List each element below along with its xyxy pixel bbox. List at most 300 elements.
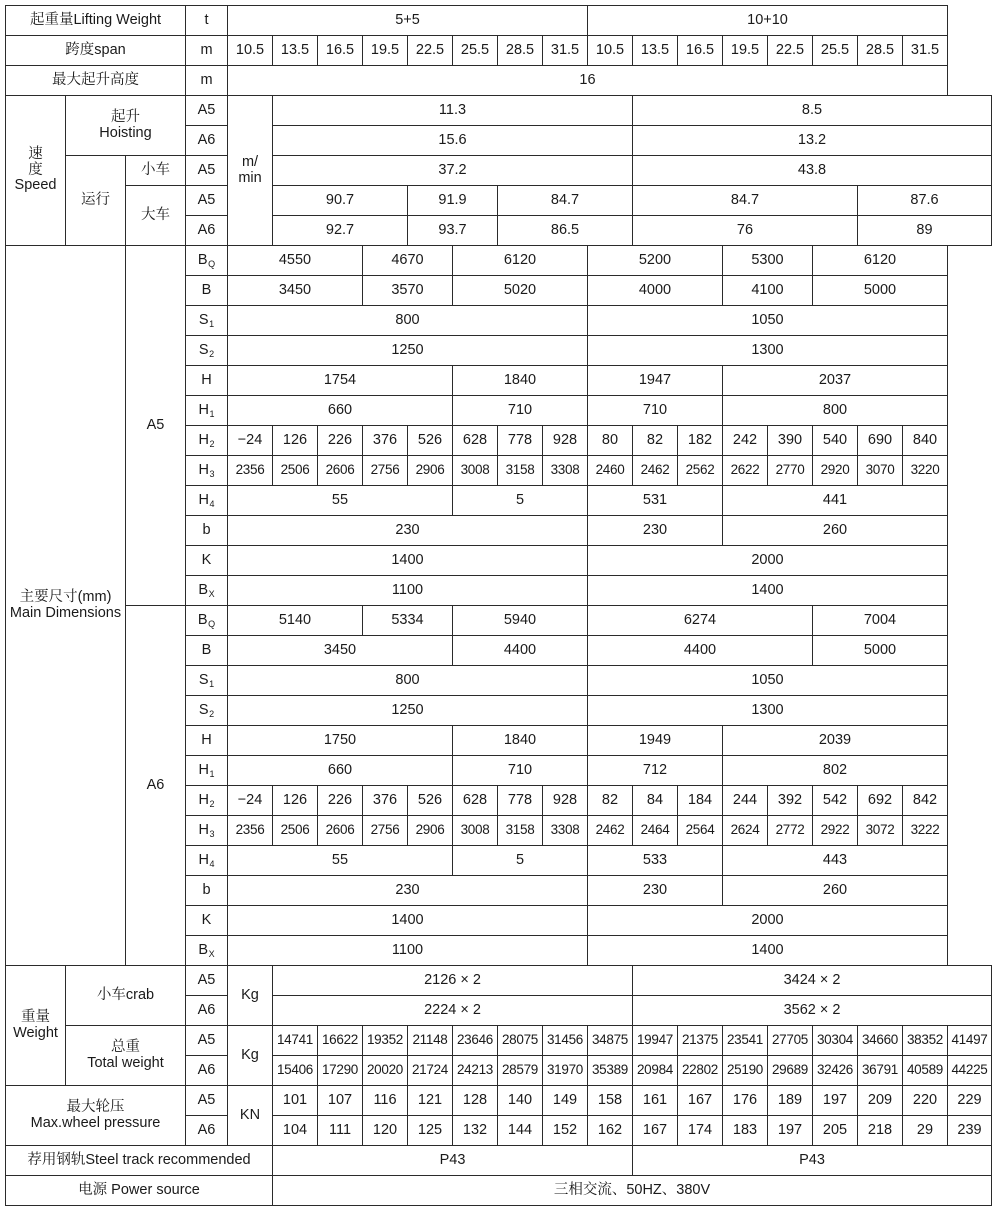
value-cell: 132 [453, 1116, 498, 1146]
value-cell: 1300 [588, 696, 948, 726]
max-height-label: 最大起升高度 [6, 66, 186, 96]
unit-cell: m [186, 66, 228, 96]
value-cell: 3450 [228, 276, 363, 306]
class-cell: A6 [186, 1056, 228, 1086]
value-cell: 44225 [948, 1056, 992, 1086]
value-cell: 16622 [318, 1026, 363, 1056]
value-cell: 174 [678, 1116, 723, 1146]
value-cell: P43 [273, 1146, 633, 1176]
value-cell: 1947 [588, 366, 723, 396]
value-cell: 80 [588, 426, 633, 456]
value-cell: 1300 [588, 336, 948, 366]
dim-symbol: B [186, 636, 228, 666]
power-label: 电源 Power source [6, 1176, 273, 1206]
value-cell: 17290 [318, 1056, 363, 1086]
value-cell: 2224 × 2 [273, 996, 633, 1026]
value-cell: P43 [633, 1146, 992, 1176]
value-cell: 230 [228, 516, 588, 546]
value-cell: 1100 [228, 936, 588, 966]
value-cell: 35389 [588, 1056, 633, 1086]
value-cell: 2506 [273, 816, 318, 846]
row-power [6, 1176, 992, 1206]
dim-symbol: $B_Q$ [186, 606, 228, 636]
span-cell: 10.5 [228, 36, 273, 66]
spec-table [5, 5, 992, 1206]
value-cell: 3072 [858, 816, 903, 846]
dim-symbol: $H_3$ [186, 816, 228, 846]
value-cell: 20020 [363, 1056, 408, 1086]
wheel-pressure-label [6, 1086, 186, 1146]
main-dimensions-cn: 主要尺寸(mm) [19, 588, 112, 605]
crab-travel-label: 小车 [126, 156, 186, 186]
value-cell: 1840 [453, 726, 588, 756]
span-cell: 13.5 [273, 36, 318, 66]
value-cell: 20984 [633, 1056, 678, 1086]
value-cell: 1100 [228, 576, 588, 606]
value-cell: 1250 [228, 336, 588, 366]
value-cell: 2000 [588, 906, 948, 936]
value-cell: 4670 [363, 246, 453, 276]
value-cell: 27705 [768, 1026, 813, 1056]
value-cell: 162 [588, 1116, 633, 1146]
value-cell: 144 [498, 1116, 543, 1146]
span-cell: 28.5 [498, 36, 543, 66]
dim-symbol: $H_4$ [186, 486, 228, 516]
value-cell: 1400 [588, 936, 948, 966]
value-cell: 182 [678, 426, 723, 456]
value-cell: 3570 [363, 276, 453, 306]
dim-symbol: $B_X$ [186, 576, 228, 606]
value-cell: 6120 [813, 246, 948, 276]
row-lifting-weight [6, 6, 992, 36]
value-cell: 3308 [543, 816, 588, 846]
row-weight-total-a5 [6, 1026, 992, 1056]
max-height-value: 16 [228, 66, 948, 96]
value-cell: 37.2 [273, 156, 633, 186]
value-cell: 1400 [228, 906, 588, 936]
value-cell: 2756 [363, 456, 408, 486]
value-cell: 1050 [588, 666, 948, 696]
value-cell: 184 [678, 786, 723, 816]
value-cell: 19947 [633, 1026, 678, 1056]
value-cell: 542 [813, 786, 858, 816]
value-cell: 93.7 [408, 216, 498, 246]
value-cell: 13.2 [633, 126, 992, 156]
value-cell: 15406 [273, 1056, 318, 1086]
span-cell: 19.5 [363, 36, 408, 66]
value-cell: 40589 [903, 1056, 948, 1086]
value-cell: 3008 [453, 816, 498, 846]
dim-symbol: H [186, 366, 228, 396]
class-cell: A5 [126, 246, 186, 606]
unit-cell: m [186, 36, 228, 66]
value-cell: 125 [408, 1116, 453, 1146]
value-cell: 3158 [498, 456, 543, 486]
dim-symbol: $S_1$ [186, 306, 228, 336]
value-cell: 244 [723, 786, 768, 816]
value-cell: 197 [768, 1116, 813, 1146]
value-cell: 692 [858, 786, 903, 816]
dim-symbol: $H_4$ [186, 846, 228, 876]
value-cell: 2756 [363, 816, 408, 846]
value-cell: 5 [453, 846, 588, 876]
row-span [6, 36, 992, 66]
value-cell: 86.5 [498, 216, 633, 246]
value-cell: 36791 [858, 1056, 903, 1086]
total-weight-cn: 总重 [111, 1038, 140, 1055]
speed-unit-2: min [238, 169, 262, 186]
value-cell: 443 [723, 846, 948, 876]
value-cell: 14741 [273, 1026, 318, 1056]
value-cell: 239 [948, 1116, 992, 1146]
dim-symbol: B [186, 276, 228, 306]
value-cell: 189 [768, 1086, 813, 1116]
value-cell: 5 [453, 486, 588, 516]
value-cell: 2906 [408, 456, 453, 486]
value-cell: 29689 [768, 1056, 813, 1086]
class-cell: A5 [186, 966, 228, 996]
span-cell: 13.5 [633, 36, 678, 66]
value-cell: 2000 [588, 546, 948, 576]
value-cell: 23646 [453, 1026, 498, 1056]
value-cell: 660 [228, 396, 453, 426]
value-cell: 5000 [813, 636, 948, 666]
speed-label-cn-2: 度 [28, 161, 43, 178]
value-cell: 158 [588, 1086, 633, 1116]
wheel-pressure-cn: 最大轮压 [66, 1098, 125, 1115]
power-value: 三相交流、50HZ、380V [273, 1176, 992, 1206]
crane-travel-label: 大车 [126, 186, 186, 246]
value-cell: 376 [363, 426, 408, 456]
value-cell: 218 [858, 1116, 903, 1146]
value-cell: 800 [228, 666, 588, 696]
value-cell: 183 [723, 1116, 768, 1146]
value-cell: 2606 [318, 816, 363, 846]
row-weight-crab-a5 [6, 966, 992, 996]
value-cell: 229 [948, 1086, 992, 1116]
value-cell: 11.3 [273, 96, 633, 126]
value-cell: 802 [723, 756, 948, 786]
lifting-weight-label: 起重量Lifting Weight [6, 6, 186, 36]
value-cell: 84.7 [633, 186, 858, 216]
value-cell: 3220 [903, 456, 948, 486]
value-cell: 24213 [453, 1056, 498, 1086]
dim-symbol: $H_1$ [186, 756, 228, 786]
value-cell: 197 [813, 1086, 858, 1116]
value-cell: 5300 [723, 246, 813, 276]
value-cell: 1050 [588, 306, 948, 336]
value-cell: 128 [453, 1086, 498, 1116]
value-cell: 5140 [228, 606, 363, 636]
value-cell: 41497 [948, 1026, 992, 1056]
value-cell: 84 [633, 786, 678, 816]
value-cell: 540 [813, 426, 858, 456]
value-cell: 690 [858, 426, 903, 456]
row-a5-bq [6, 246, 992, 276]
weight-label-en: Weight [13, 1024, 58, 1041]
value-cell: 2356 [228, 456, 273, 486]
value-cell: 2772 [768, 816, 813, 846]
class-cell: A6 [186, 216, 228, 246]
weight-label-cn: 重量 [21, 1008, 50, 1025]
value-cell: 2126 × 2 [273, 966, 633, 996]
value-cell: 34660 [858, 1026, 903, 1056]
value-cell: 21375 [678, 1026, 723, 1056]
unit-cell: Kg [228, 966, 273, 1026]
value-cell: 390 [768, 426, 813, 456]
row-wheel-a5 [6, 1086, 992, 1116]
span-cell: 22.5 [408, 36, 453, 66]
value-cell: 5940 [453, 606, 588, 636]
value-cell: 29 [903, 1116, 948, 1146]
value-cell: 34875 [588, 1026, 633, 1056]
value-cell: 89 [858, 216, 992, 246]
value-cell: −24 [228, 786, 273, 816]
dim-symbol: K [186, 546, 228, 576]
class-cell: A6 [186, 1116, 228, 1146]
value-cell: 840 [903, 426, 948, 456]
value-cell: 1400 [228, 546, 588, 576]
dim-symbol: $S_2$ [186, 696, 228, 726]
value-cell: 6120 [453, 246, 588, 276]
value-cell: 140 [498, 1086, 543, 1116]
value-cell: 31970 [543, 1056, 588, 1086]
dim-symbol: b [186, 516, 228, 546]
speed-label-cn-1: 速 [28, 145, 43, 162]
main-dimensions-label [6, 246, 126, 966]
class-cell: A5 [186, 1026, 228, 1056]
value-cell: 1840 [453, 366, 588, 396]
value-cell: 710 [588, 396, 723, 426]
speed-unit [228, 96, 273, 246]
row-speed-crab [6, 156, 992, 186]
capacity-group-2: 10+10 [588, 6, 948, 36]
row-rail [6, 1146, 992, 1176]
value-cell: 120 [363, 1116, 408, 1146]
value-cell: 842 [903, 786, 948, 816]
span-cell: 19.5 [723, 36, 768, 66]
value-cell: 2770 [768, 456, 813, 486]
value-cell: 4400 [453, 636, 588, 666]
value-cell: 2462 [633, 456, 678, 486]
value-cell: 3450 [228, 636, 453, 666]
value-cell: 92.7 [273, 216, 408, 246]
row-a6-bq [6, 606, 992, 636]
value-cell: 176 [723, 1086, 768, 1116]
span-cell: 16.5 [318, 36, 363, 66]
value-cell: 43.8 [633, 156, 992, 186]
dim-symbol: $S_1$ [186, 666, 228, 696]
wheel-pressure-en: Max.wheel pressure [30, 1114, 161, 1131]
speed-label [6, 96, 66, 246]
speed-unit-1: m/ [241, 153, 259, 170]
class-cell: A5 [186, 186, 228, 216]
value-cell: 111 [318, 1116, 363, 1146]
value-cell: 2460 [588, 456, 633, 486]
value-cell: 1400 [588, 576, 948, 606]
value-cell: 660 [228, 756, 453, 786]
value-cell: 19352 [363, 1026, 408, 1056]
value-cell: 2622 [723, 456, 768, 486]
crab-weight-label: 小车crab [66, 966, 186, 1026]
value-cell: 84.7 [498, 186, 633, 216]
value-cell: 531 [588, 486, 723, 516]
value-cell: 2562 [678, 456, 723, 486]
value-cell: 242 [723, 426, 768, 456]
value-cell: 220 [903, 1086, 948, 1116]
value-cell: 5020 [453, 276, 588, 306]
value-cell: 30304 [813, 1026, 858, 1056]
row-speed-crane-a5 [6, 186, 992, 216]
value-cell: 226 [318, 786, 363, 816]
travel-label: 运行 [66, 156, 126, 246]
row-max-height [6, 66, 992, 96]
value-cell: 3222 [903, 816, 948, 846]
value-cell: 376 [363, 786, 408, 816]
value-cell: 21148 [408, 1026, 453, 1056]
class-cell: A6 [186, 126, 228, 156]
value-cell: 32426 [813, 1056, 858, 1086]
class-cell: A6 [186, 996, 228, 1026]
value-cell: 7004 [813, 606, 948, 636]
value-cell: 2906 [408, 816, 453, 846]
speed-label-en: Speed [14, 177, 57, 194]
value-cell: 2464 [633, 816, 678, 846]
span-cell: 28.5 [858, 36, 903, 66]
value-cell: 205 [813, 1116, 858, 1146]
value-cell: 167 [633, 1116, 678, 1146]
value-cell: 3424 × 2 [633, 966, 992, 996]
dim-symbol: $H_2$ [186, 426, 228, 456]
value-cell: 5200 [588, 246, 723, 276]
dim-symbol: K [186, 906, 228, 936]
value-cell: 710 [453, 756, 588, 786]
value-cell: 392 [768, 786, 813, 816]
value-cell: 230 [228, 876, 588, 906]
value-cell: 2462 [588, 816, 633, 846]
value-cell: 38352 [903, 1026, 948, 1056]
capacity-group-1: 5+5 [228, 6, 588, 36]
span-cell: 31.5 [543, 36, 588, 66]
value-cell: 28579 [498, 1056, 543, 1086]
value-cell: 526 [408, 786, 453, 816]
value-cell: 2922 [813, 816, 858, 846]
value-cell: 21724 [408, 1056, 453, 1086]
value-cell: 3008 [453, 456, 498, 486]
row-speed-hoist-a5 [6, 96, 992, 126]
rail-label: 荐用钢轨Steel track recommended [6, 1146, 273, 1176]
dim-symbol: $H_2$ [186, 786, 228, 816]
value-cell: 441 [723, 486, 948, 516]
span-cell: 25.5 [813, 36, 858, 66]
span-cell: 31.5 [903, 36, 948, 66]
span-cell: 16.5 [678, 36, 723, 66]
value-cell: 1250 [228, 696, 588, 726]
value-cell: 226 [318, 426, 363, 456]
total-weight-label [66, 1026, 186, 1086]
value-cell: 712 [588, 756, 723, 786]
value-cell: 2039 [723, 726, 948, 756]
value-cell: 25190 [723, 1056, 768, 1086]
value-cell: 209 [858, 1086, 903, 1116]
value-cell: 76 [633, 216, 858, 246]
value-cell: 3562 × 2 [633, 996, 992, 1026]
value-cell: 800 [723, 396, 948, 426]
class-cell: A5 [186, 96, 228, 126]
dim-symbol: $H_3$ [186, 456, 228, 486]
value-cell: 5000 [813, 276, 948, 306]
value-cell: 4100 [723, 276, 813, 306]
value-cell: 104 [273, 1116, 318, 1146]
span-cell: 22.5 [768, 36, 813, 66]
value-cell: 260 [723, 516, 948, 546]
value-cell: 87.6 [858, 186, 992, 216]
dim-symbol: $B_X$ [186, 936, 228, 966]
value-cell: 107 [318, 1086, 363, 1116]
value-cell: 1750 [228, 726, 453, 756]
value-cell: 260 [723, 876, 948, 906]
span-cell: 25.5 [453, 36, 498, 66]
hoisting-label [66, 96, 186, 156]
dim-symbol: b [186, 876, 228, 906]
value-cell: 533 [588, 846, 723, 876]
value-cell: 6274 [588, 606, 813, 636]
value-cell: 4000 [588, 276, 723, 306]
value-cell: 82 [633, 426, 678, 456]
weight-label [6, 966, 66, 1086]
class-cell: A5 [186, 1086, 228, 1116]
span-label: 跨度span [6, 36, 186, 66]
value-cell: 710 [453, 396, 588, 426]
value-cell: 1754 [228, 366, 453, 396]
value-cell: 2356 [228, 816, 273, 846]
dim-symbol: $H_1$ [186, 396, 228, 426]
value-cell: 90.7 [273, 186, 408, 216]
value-cell: 1949 [588, 726, 723, 756]
class-cell: A5 [186, 156, 228, 186]
value-cell: 778 [498, 426, 543, 456]
value-cell: 3308 [543, 456, 588, 486]
value-cell: 800 [228, 306, 588, 336]
value-cell: 2624 [723, 816, 768, 846]
value-cell: 2920 [813, 456, 858, 486]
value-cell: 101 [273, 1086, 318, 1116]
value-cell: 4550 [228, 246, 363, 276]
value-cell: 5334 [363, 606, 453, 636]
value-cell: 23541 [723, 1026, 768, 1056]
value-cell: 126 [273, 426, 318, 456]
value-cell: 3158 [498, 816, 543, 846]
value-cell: 4400 [588, 636, 813, 666]
hoisting-label-en: Hoisting [99, 124, 152, 141]
value-cell: 28075 [498, 1026, 543, 1056]
value-cell: 167 [678, 1086, 723, 1116]
value-cell: 928 [543, 426, 588, 456]
value-cell: 126 [273, 786, 318, 816]
value-cell: 928 [543, 786, 588, 816]
value-cell: 3070 [858, 456, 903, 486]
value-cell: 526 [408, 426, 453, 456]
unit-cell: t [186, 6, 228, 36]
value-cell: 230 [588, 876, 723, 906]
value-cell: 15.6 [273, 126, 633, 156]
hoisting-label-cn: 起升 [111, 108, 140, 125]
unit-cell: KN [228, 1086, 273, 1146]
value-cell: 149 [543, 1086, 588, 1116]
main-dimensions-en: Main Dimensions [9, 604, 122, 621]
value-cell: 628 [453, 786, 498, 816]
value-cell: 2564 [678, 816, 723, 846]
